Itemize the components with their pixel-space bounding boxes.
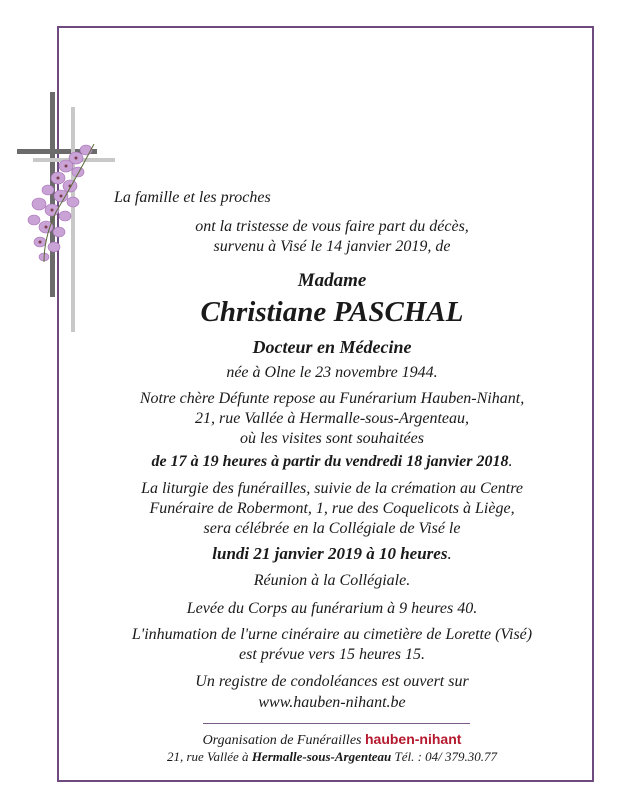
ceremony-date-line [0,544,622,564]
burial-line-2: est prévue vers 15 heures 15. [238,646,426,663]
repose-line-2: 21, rue Vallée à Hermalle-sous-Argenteau, [194,410,469,427]
announcement-line-1: ont la tristesse de vous faire part du décès, [195,218,469,235]
intro-text: La famille et les proches [114,189,271,206]
visits-end: . [508,453,513,470]
announcement-line-2: survenu à Visé le 14 janvier 2019, de [213,238,451,255]
footer-address-pre: 21, rue Vallée à [166,749,249,764]
register-link[interactable]: www.hauben-nihant.be [258,694,406,711]
burial-line-1: L'inhumation de l'urne cinéraire au cimetière de Lorette (Visé) [131,626,533,643]
deceased-title: Madame [297,270,367,291]
register-line-1: Un registre de condoléances est ouvert sur [195,673,469,690]
meeting-line: Réunion à la Collégiale. [253,572,411,589]
birth-line: née à Olne le 23 novembre 1944. [226,364,438,381]
levee-line: Levée du Corps au funérarium à 9 heures 40. [186,600,478,617]
liturgy-line-3: sera célébrée en la Collégiale de Visé le [203,520,461,537]
ceremony-date-end: . [447,544,452,563]
deceased-name: Christiane PASCHAL [200,296,464,328]
repose-line-3: où les visites sont souhaitées [240,430,424,447]
footer-organisation [0,731,622,749]
footer-org-label: Organisation de Funérailles [202,733,362,748]
footer-phone: Tél. : 04/ 379.30.77 [394,749,498,764]
repose-line-1: Notre chère Défunte repose au Funérarium Hauben-Nihant, [139,390,525,407]
footer-address [0,749,622,765]
brand-logo: hauben-nihant [364,731,462,747]
deceased-profession: Docteur en Médecine [252,337,412,357]
ceremony-date: lundi 21 janvier 2019 à 10 heures [212,544,448,563]
liturgy-line-2: Funéraire de Robermont, 1, rue des Coquelicots à Liège, [149,500,515,517]
footer-address-town: Hermalle-sous-Argenteau [251,749,392,764]
liturgy-line-1: La liturgie des funérailles, suivie de la crémation au Centre [141,480,523,497]
visits-line [0,453,622,471]
visits-hours: de 17 à 19 heures à partir du vendredi 18 janvier 2018 [151,453,509,470]
footer-divider [203,723,470,724]
